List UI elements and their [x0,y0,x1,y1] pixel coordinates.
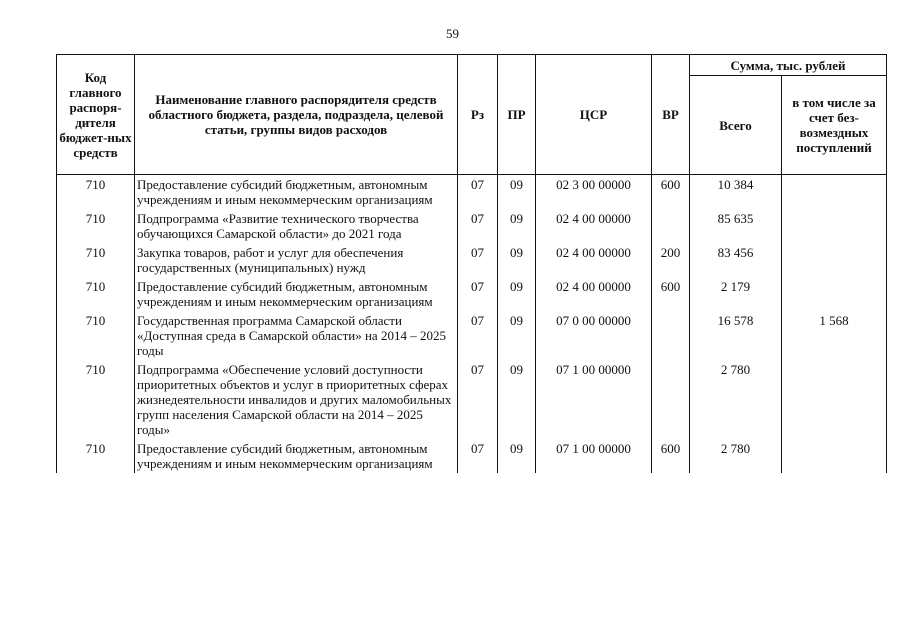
table-row [57,439,887,473]
cell-vr [652,209,690,243]
header-total: Всего [690,76,782,175]
cell-csr: 02 4 00 00000 [536,277,652,311]
cell-vr [652,311,690,360]
cell-csr: 02 3 00 00000 [536,175,652,210]
cell-csr: 02 4 00 00000 [536,243,652,277]
cell-pr: 09 [498,277,536,311]
cell-code: 710 [57,311,135,360]
cell-vr: 600 [652,277,690,311]
header-gratis: в том числе за счет без-возмездных поступлений [782,76,887,175]
cell-total: 85 635 [690,209,782,243]
cell-rz: 07 [458,360,498,439]
cell-code: 710 [57,277,135,311]
cell-name: Предоставление субсидий бюджетным, автономным учреждениям и иным некоммерческим организациям [135,439,458,473]
cell-pr: 09 [498,175,536,210]
table-row [57,311,887,360]
cell-pr: 09 [498,243,536,277]
cell-rz: 07 [458,277,498,311]
cell-pr: 09 [498,360,536,439]
cell-csr: 07 1 00 00000 [536,439,652,473]
cell-csr: 07 0 00 00000 [536,311,652,360]
header-code: Код главного распоря-дителя бюджет-ных средств [57,55,135,175]
cell-total: 2 780 [690,360,782,439]
page-number: 59 [446,26,459,41]
cell-total: 2 780 [690,439,782,473]
header-csr: ЦСР [536,55,652,175]
header-name: Наименование главного распорядителя средств областного бюджета, раздела, подраздела, целевой статьи, группы видов расходов [135,55,458,175]
cell-code: 710 [57,209,135,243]
cell-gratis [782,277,887,311]
cell-name: Закупка товаров, работ и услуг для обеспечения государственных (муниципальных) нужд [135,243,458,277]
table-body [57,175,887,474]
cell-rz: 07 [458,311,498,360]
cell-csr: 02 4 00 00000 [536,209,652,243]
cell-pr: 09 [498,439,536,473]
cell-total: 2 179 [690,277,782,311]
cell-gratis [782,175,887,210]
cell-gratis [782,243,887,277]
cell-gratis [782,439,887,473]
cell-code: 710 [57,243,135,277]
cell-rz: 07 [458,243,498,277]
cell-gratis: 1 568 [782,311,887,360]
table-row [57,175,887,210]
table-row [57,243,887,277]
cell-rz: 07 [458,209,498,243]
header-rz: Рз [458,55,498,175]
cell-csr: 07 1 00 00000 [536,360,652,439]
cell-vr: 600 [652,439,690,473]
table-row [57,360,887,439]
cell-total: 16 578 [690,311,782,360]
cell-total: 10 384 [690,175,782,210]
cell-name: Подпрограмма «Развитие технического творчества обучающихся Самарской области» до 2021 года [135,209,458,243]
cell-vr [652,360,690,439]
cell-name: Предоставление субсидий бюджетным, автономным учреждениям и иным некоммерческим организациям [135,175,458,210]
cell-pr: 09 [498,209,536,243]
header-sum-group: Сумма, тыс. рублей [690,55,887,76]
table-row [57,209,887,243]
cell-code: 710 [57,175,135,210]
cell-code: 710 [57,439,135,473]
table-header [57,55,887,175]
budget-table [56,54,887,473]
cell-vr: 200 [652,243,690,277]
cell-rz: 07 [458,175,498,210]
cell-total: 83 456 [690,243,782,277]
cell-code: 710 [57,360,135,439]
table-row [57,277,887,311]
cell-pr: 09 [498,311,536,360]
cell-gratis [782,209,887,243]
header-vr: ВР [652,55,690,175]
cell-vr: 600 [652,175,690,210]
cell-rz: 07 [458,439,498,473]
cell-name: Подпрограмма «Обеспечение условий доступности приоритетных объектов и услуг в приоритетных сферах жизнедеятельности инвалидов и других маломобильных групп населения Самарской области на 2014 – 2025 годы» [135,360,458,439]
cell-name: Государственная программа Самарской области «Доступная среда в Самарской области» на 2014 – 2025 годы [135,311,458,360]
header-pr: ПР [498,55,536,175]
cell-gratis [782,360,887,439]
cell-name: Предоставление субсидий бюджетным, автономным учреждениям и иным некоммерческим организациям [135,277,458,311]
